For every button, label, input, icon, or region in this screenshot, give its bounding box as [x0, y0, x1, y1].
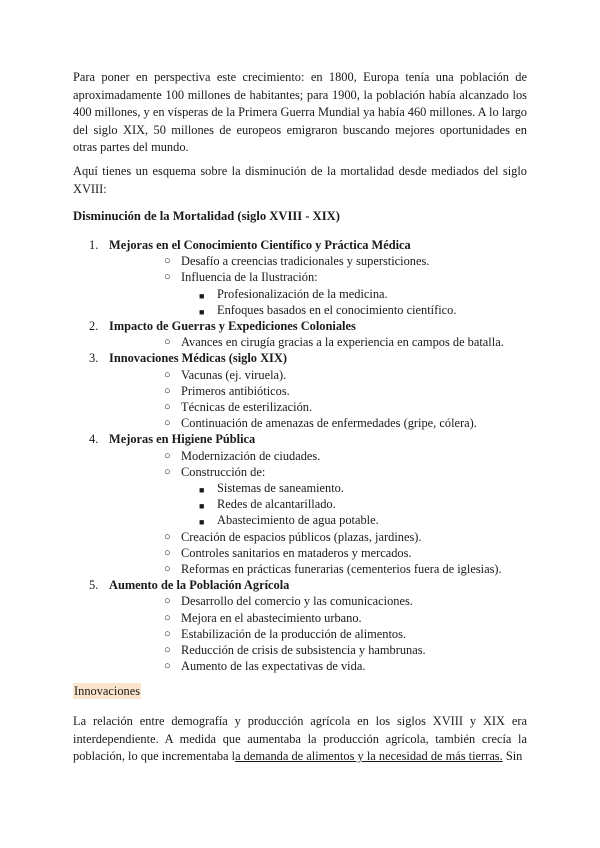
circle-bullet-icon: ○ — [164, 368, 171, 381]
section-number: 1. — [89, 238, 99, 252]
outline-item — [109, 464, 527, 480]
circle-bullet-icon: ○ — [164, 546, 171, 559]
section-items — [109, 593, 527, 674]
section-title: Mejoras en Higiene Pública — [109, 432, 256, 447]
outline-section — [73, 431, 527, 577]
outline-item — [109, 253, 527, 269]
outline-item — [109, 269, 527, 285]
outline-item — [109, 383, 527, 399]
outline-item-text: Continuación de amenazas de enfermedades (gripe, cólera). — [181, 416, 477, 431]
outline-section — [73, 318, 527, 350]
section-number: 3. — [89, 351, 99, 366]
outline-section — [73, 237, 527, 318]
outline-item-text: Aumento de las expectativas de vida. — [181, 659, 366, 674]
paragraph-text: La relación entre demografía y producción agrícola en los siglos XVIII y XIX era interdependiente. A medida que aumentaba la producción agrícola, también crecía la población, lo que incrementaba l — [73, 714, 527, 764]
square-bullet-icon: ■ — [199, 485, 205, 496]
circle-bullet-icon: ○ — [164, 611, 171, 624]
outline-subitem-text: Enfoques basados en el conocimiento científico. — [217, 302, 457, 317]
section-number: 2. — [89, 319, 99, 334]
outline-item — [109, 626, 527, 642]
outline-heading: Disminución de la Mortalidad (siglo XVIII - XIX) — [73, 209, 340, 223]
square-bullet-icon: ■ — [199, 306, 205, 317]
section-title: Aumento de la Población Agrícola — [109, 578, 290, 593]
outline-item-text: Vacunas (ej. viruela). — [181, 367, 287, 382]
outline-subitem-text: Profesionalización de la medicina. — [217, 286, 388, 301]
outline-list — [73, 237, 527, 674]
section-items — [109, 334, 527, 350]
circle-bullet-icon: ○ — [164, 530, 171, 543]
outline-subitem — [109, 286, 527, 302]
paragraph-text-end: Sin — [502, 749, 523, 764]
outline-item-text: Reformas en prácticas funerarias (cementerios fuera de iglesias). — [181, 562, 502, 577]
section-label-innovaciones: Innovaciones — [74, 684, 141, 698]
circle-bullet-icon: ○ — [164, 449, 171, 462]
outline-item-text: Desarrollo del comercio y las comunicaciones. — [181, 594, 413, 609]
outline-item — [109, 529, 527, 545]
circle-bullet-icon: ○ — [164, 660, 171, 673]
circle-bullet-icon: ○ — [164, 644, 171, 657]
outline-item — [109, 561, 527, 577]
circle-bullet-icon: ○ — [164, 401, 171, 414]
square-bullet-icon: ■ — [199, 290, 205, 301]
outline-item-text: Técnicas de esterilización. — [181, 400, 313, 415]
outline-item — [109, 593, 527, 609]
outline-subitem-text: Redes de alcantarillado. — [217, 497, 336, 512]
square-bullet-icon: ■ — [199, 517, 205, 528]
outline-item — [109, 334, 527, 350]
outline-item-text: Primeros antibióticos. — [181, 383, 290, 398]
outline-item-text: Modernización de ciudades. — [181, 448, 321, 463]
outline-item-text: Controles sanitarios en mataderos y mercados. — [181, 545, 412, 560]
section-items — [109, 367, 527, 432]
outline-item-text: Creación de espacios públicos (plazas, jardines). — [181, 529, 422, 544]
outline-item-text: Influencia de la Ilustración: — [181, 270, 318, 285]
outline-item — [109, 610, 527, 626]
outline-item — [109, 367, 527, 383]
outline-item-text: Avances en cirugía gracias a la experiencia en campos de batalla. — [181, 335, 504, 350]
outline-item-text: Desafío a creencias tradicionales y supersticiones. — [181, 254, 430, 269]
circle-bullet-icon: ○ — [164, 563, 171, 576]
outline-subitem — [109, 512, 527, 528]
section-title: Impacto de Guerras y Expediciones Coloniales — [109, 319, 356, 334]
circle-bullet-icon: ○ — [164, 627, 171, 640]
section-items — [109, 448, 527, 578]
outline-intro-paragraph: Aquí tienes un esquema sobre la disminución de la mortalidad desde mediados del siglo XVIII: — [73, 164, 527, 196]
intro-paragraph: Para poner en perspectiva este crecimiento: en 1800, Europa tenía una población de aproximadamente 100 millones de habitantes; para 1900, la población había alcanzado los 400 millones, y en vísperas de la Primera Guerra Mundial ya había 460 millones. A lo largo del siglo XIX, 50 millones de europeos emigraron buscando mejores oportunidades en otras partes del mundo. — [73, 70, 527, 155]
outline-section — [73, 350, 527, 431]
circle-bullet-icon: ○ — [164, 271, 171, 284]
underlined-text: a demanda de alimentos y la necesidad de más tierras. — [235, 749, 503, 764]
section-number: 5. — [89, 578, 99, 593]
outline-item-text: Construcción de: — [181, 464, 266, 479]
outline-subitem — [109, 302, 527, 318]
circle-bullet-icon: ○ — [164, 384, 171, 397]
demography-paragraph — [73, 713, 527, 766]
square-bullet-icon: ■ — [199, 501, 205, 512]
outline-subitem — [109, 496, 527, 512]
outline-item — [109, 545, 527, 561]
outline-item — [109, 399, 527, 415]
outline-section — [73, 577, 527, 674]
section-items — [109, 253, 527, 318]
outline-item — [109, 642, 527, 658]
circle-bullet-icon: ○ — [164, 595, 171, 608]
outline-item-text: Mejora en el abastecimiento urbano. — [181, 610, 362, 625]
outline-item-text: Reducción de crisis de subsistencia y hambrunas. — [181, 643, 426, 658]
outline-subitem-text: Abastecimiento de agua potable. — [217, 513, 379, 528]
outline-subitem — [109, 480, 527, 496]
circle-bullet-icon: ○ — [164, 336, 171, 349]
outline-item — [109, 658, 527, 674]
outline-item — [109, 448, 527, 464]
section-title: Mejoras en el Conocimiento Científico y Práctica Médica — [109, 238, 411, 252]
outline-item-text: Estabilización de la producción de alimentos. — [181, 626, 407, 641]
section-number: 4. — [89, 432, 99, 447]
outline-item — [109, 415, 527, 431]
outline-subitem-text: Sistemas de saneamiento. — [217, 481, 344, 496]
section-title: Innovaciones Médicas (siglo XIX) — [109, 351, 287, 366]
circle-bullet-icon: ○ — [164, 255, 171, 268]
circle-bullet-icon: ○ — [164, 417, 171, 430]
circle-bullet-icon: ○ — [164, 465, 171, 478]
